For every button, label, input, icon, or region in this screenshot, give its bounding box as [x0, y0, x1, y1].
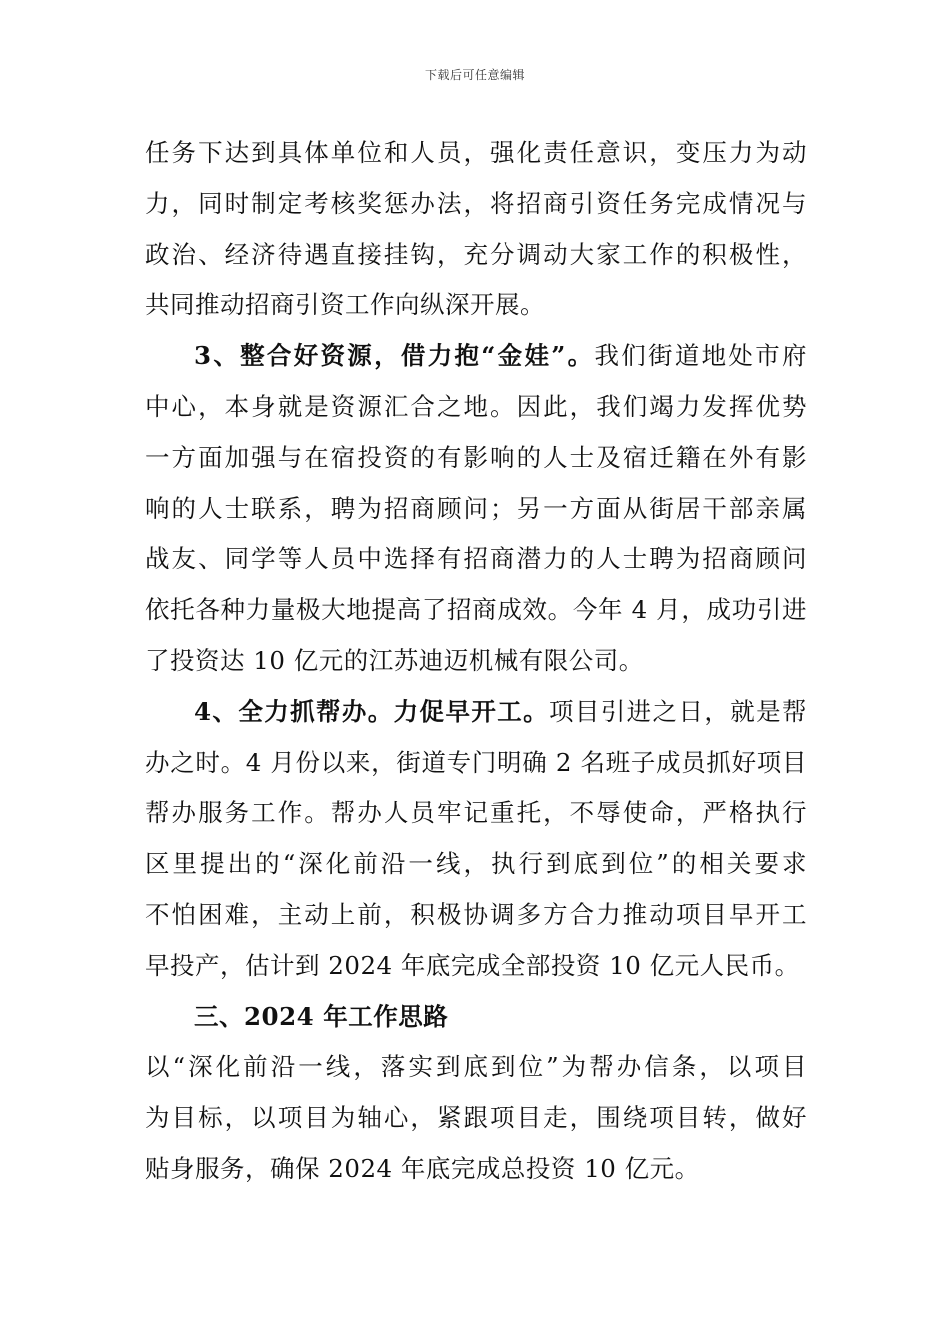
text-line: 力，同时制定考核奖惩办法，将招商引资任务完成情况与 [145, 188, 807, 218]
text-line: 以“深化前沿一线，落实到底到位”为帮办信条，以项目 [145, 1052, 807, 1082]
paragraph-work-plan [145, 1042, 807, 1194]
text-line: 不怕困难，主动上前，积极协调多方合力推动项目早开工 [145, 899, 807, 929]
text-line: 依托各种力量极大地提高了招商成效。今年 4 月，成功引进 [145, 595, 807, 625]
paragraph-responsibility [145, 128, 807, 331]
text-line: 政治、经济待遇直接挂钩，充分调动大家工作的积极性， [145, 239, 807, 269]
item-heading: 3、整合好资源，借力抱“金娃”。 [194, 341, 595, 371]
text-line: 办之时。4 月份以来，街道专门明确 2 名班子成员抓好项目 [145, 747, 807, 777]
text-line: 区里提出的“深化前沿一线，执行到底到位”的相关要求 [145, 849, 807, 879]
text-line: 响的人士联系，聘为招商顾问；另一方面从街居干部亲属 [145, 493, 807, 523]
text-line [145, 687, 807, 738]
text-line: 一方面加强与在宿投资的有影响的人士及宿迁籍在外有影 [145, 442, 807, 472]
text-line: 了投资达 10 亿元的江苏迪迈机械有限公司。 [145, 645, 644, 675]
item-text: 项目引进之日，就是帮 [549, 696, 808, 726]
text-line: 共同推动招商引资工作向纵深开展。 [145, 290, 545, 320]
paragraph-assistance [145, 687, 807, 992]
text-line: 帮办服务工作。帮办人员牢记重托，不辱使命，严格执行 [145, 798, 807, 828]
item-text: 我们街道地处市府 [594, 341, 807, 371]
text-line: 贴身服务，确保 2024 年底完成总投资 10 亿元。 [145, 1153, 700, 1183]
text-line: 中心，本身就是资源汇合之地。因此，我们竭力发挥优势 [145, 391, 807, 421]
page-header: 下载后可任意编辑 [424, 68, 525, 82]
item-heading: 4、全力抓帮办。力促早开工。 [194, 696, 549, 726]
text-line: 战友、同学等人员中选择有招商潜力的人士聘为招商顾问 [145, 544, 807, 574]
text-line: 为目标，以项目为轴心，紧跟项目走，围绕项目转，做好 [145, 1103, 807, 1133]
text-line [145, 331, 807, 382]
document-body [145, 128, 807, 1195]
text-line: 早投产，估计到 2024 年底完成全部投资 10 亿元人民币。 [145, 950, 800, 980]
section-heading [145, 992, 807, 1043]
section-title: 三、2024 年工作思路 [194, 1001, 449, 1031]
text-line: 任务下达到具体单位和人员，强化责任意识，变压力为动 [145, 138, 807, 167]
paragraph-resources [145, 331, 807, 687]
